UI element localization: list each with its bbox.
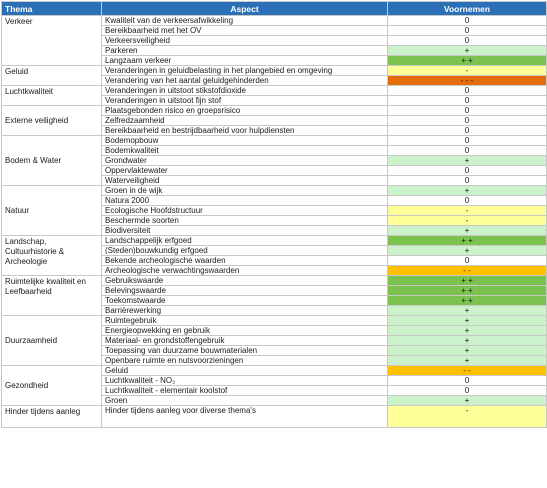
voornemen-score-cell: + [388, 316, 547, 326]
table-row [2, 406, 547, 428]
voornemen-score-cell: 0 [388, 106, 547, 116]
aspect-cell: Verandering van het aantal geluidgehinderden [102, 76, 388, 86]
table-row [2, 186, 547, 196]
voornemen-score-cell: + [388, 396, 547, 406]
voornemen-score-cell: - [388, 206, 547, 216]
voornemen-score-cell: - - [388, 366, 547, 376]
voornemen-score-cell: 0 [388, 136, 547, 146]
voornemen-score-cell: 0 [388, 176, 547, 186]
voornemen-score-cell: 0 [388, 256, 547, 266]
aspect-cell: Materiaal- en grondstoffengebruik [102, 336, 388, 346]
voornemen-score-cell: + [388, 46, 547, 56]
aspect-cell: Bekende archeologische waarden [102, 256, 388, 266]
aspect-cell: Beschermde soorten [102, 216, 388, 226]
aspect-cell: Toepassing van duurzame bouwmaterialen [102, 346, 388, 356]
aspect-cell: Grondwater [102, 156, 388, 166]
voornemen-score-cell: 0 [388, 116, 547, 126]
aspect-header: Aspect [102, 2, 388, 16]
thema-cell: Bodem & Water [2, 136, 102, 186]
aspect-cell: Luchtkwaliteit - elementair koolstof [102, 386, 388, 396]
aspect-cell: Energieopwekking en gebruik [102, 326, 388, 336]
aspect-cell: Openbare ruimte en nutsvoorzieningen [102, 356, 388, 366]
voornemen-score-cell: - [388, 406, 547, 428]
table-body [2, 16, 547, 428]
aspect-cell: Archeologische verwachtingswaarden [102, 266, 388, 276]
thema-header: Thema [2, 2, 102, 16]
aspect-cell: Gebruikswaarde [102, 276, 388, 286]
voornemen-score-cell: - - - [388, 76, 547, 86]
thema-cell: Geluid [2, 66, 102, 86]
voornemen-header: Voornemen [388, 2, 547, 16]
voornemen-score-cell: + [388, 356, 547, 366]
voornemen-score-cell: + + [388, 276, 547, 286]
voornemen-score-cell: + + [388, 56, 547, 66]
aspect-cell: Bereikbaarheid en bestrijdbaarheid voor hulpdiensten [102, 126, 388, 136]
aspect-cell: Veranderingen in uitstoot stikstofdioxide [102, 86, 388, 96]
aspect-cell: Bodemkwaliteit [102, 146, 388, 156]
voornemen-score-cell: 0 [388, 386, 547, 396]
header-row [2, 2, 547, 16]
aspect-cell: Parkeren [102, 46, 388, 56]
voornemen-score-cell: 0 [388, 86, 547, 96]
aspect-cell: Bodemopbouw [102, 136, 388, 146]
aspect-cell: Luchtkwaliteit - NO₂ [102, 376, 388, 386]
voornemen-score-cell: + + [388, 296, 547, 306]
table-row [2, 106, 547, 116]
voornemen-score-cell: + + [388, 286, 547, 296]
aspect-cell: Langzaam verkeer [102, 56, 388, 66]
thema-cell: Gezondheid [2, 366, 102, 406]
thema-cell: Luchtkwaliteit [2, 86, 102, 106]
voornemen-score-cell: + [388, 346, 547, 356]
aspect-cell: Verkeersveiligheid [102, 36, 388, 46]
voornemen-score-cell: + [388, 156, 547, 166]
aspect-cell: Landschappelijk erfgoed [102, 236, 388, 246]
thema-cell: Landschap, Cultuurhistorie & Archeologie [2, 236, 102, 276]
voornemen-score-cell: 0 [388, 196, 547, 206]
table-row [2, 366, 547, 376]
aspect-cell: Kwaliteit van de verkeersafwikkeling [102, 16, 388, 26]
voornemen-score-cell: 0 [388, 146, 547, 156]
voornemen-score-cell: - - [388, 266, 547, 276]
voornemen-score-cell: + + [388, 236, 547, 246]
thema-cell: Natuur [2, 186, 102, 236]
voornemen-score-cell: + [388, 226, 547, 236]
aspect-cell: Biodiversiteit [102, 226, 388, 236]
aspect-cell: Groen [102, 396, 388, 406]
voornemen-score-cell: + [388, 306, 547, 316]
voornemen-score-cell: 0 [388, 36, 547, 46]
thema-cell: Hinder tijdens aanleg [2, 406, 102, 428]
aspect-cell: Toekomstwaarde [102, 296, 388, 306]
voornemen-score-cell: - [388, 66, 547, 76]
thema-cell: Externe veiligheid [2, 106, 102, 136]
aspect-cell: Oppervlaktewater [102, 166, 388, 176]
table-row [2, 136, 547, 146]
aspect-cell: Hinder tijdens aanleg voor diverse thema's [102, 406, 388, 428]
voornemen-score-cell: 0 [388, 96, 547, 106]
aspect-cell: Ecologische Hoofdstructuur [102, 206, 388, 216]
voornemen-score-cell: 0 [388, 166, 547, 176]
voornemen-score-cell: + [388, 336, 547, 346]
aspect-cell: Groen in de wijk [102, 186, 388, 196]
aspect-cell: Geluid [102, 366, 388, 376]
aspect-cell: Belevingswaarde [102, 286, 388, 296]
voornemen-score-cell: + [388, 246, 547, 256]
aspect-cell: Ruimtegebruik [102, 316, 388, 326]
thema-cell: Verkeer [2, 16, 102, 66]
table-row [2, 276, 547, 286]
aspect-cell: Bereikbaarheid met het OV [102, 26, 388, 36]
voornemen-score-cell: + [388, 326, 547, 336]
aspect-cell: Barrièrewerking [102, 306, 388, 316]
voornemen-score-cell: 0 [388, 376, 547, 386]
aspect-cell: (Steden)bouwkundig erfgoed [102, 246, 388, 256]
voornemen-score-cell: 0 [388, 16, 547, 26]
aspect-cell: Natura 2000 [102, 196, 388, 206]
voornemen-score-cell: + [388, 186, 547, 196]
aspect-cell: Veranderingen in geluidbelasting in het plangebied en omgeving [102, 66, 388, 76]
table-row [2, 86, 547, 96]
voornemen-score-cell: - [388, 216, 547, 226]
thema-cell: Duurzaamheid [2, 316, 102, 366]
aspect-cell: Plaatsgebonden risico en groepsrisico [102, 106, 388, 116]
aspect-cell: Zelfredzaamheid [102, 116, 388, 126]
table-row [2, 16, 547, 26]
thema-cell: Ruimtelijke kwaliteit en Leefbaarheid [2, 276, 102, 316]
voornemen-score-cell: 0 [388, 126, 547, 136]
aspect-cell: Waterveiligheid [102, 176, 388, 186]
aspect-cell: Veranderingen in uitstoot fijn stof [102, 96, 388, 106]
table-row [2, 316, 547, 326]
table-row [2, 236, 547, 246]
table-row [2, 66, 547, 76]
voornemen-score-cell: 0 [388, 26, 547, 36]
effects-table [1, 1, 547, 428]
